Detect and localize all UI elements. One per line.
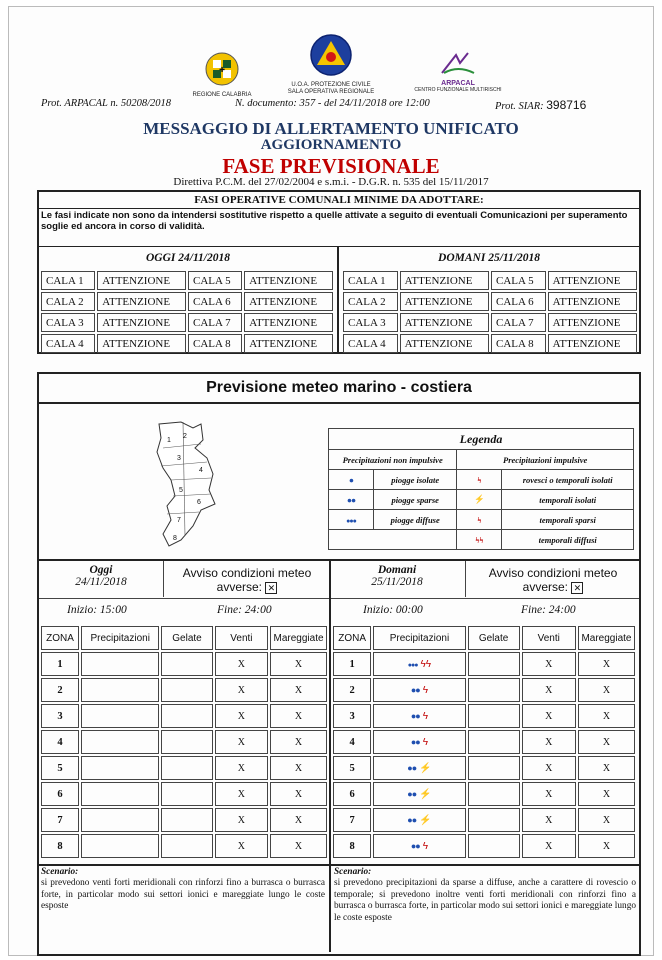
precipitazioni-cell: [81, 808, 159, 832]
cala-phase-cell: ATTENZIONE: [244, 292, 333, 311]
oggi-heading: [39, 564, 163, 588]
fasi-note: Le fasi indicate non sono da intendersi sostitutive rispetto a quelle attivate a seguito di eventuali Comunicazioni per superamento soglie ed ancora in corso di validità.: [41, 210, 628, 232]
title-line1: MESSAGGIO DI ALLERTAMENTO UNIFICATO: [143, 119, 519, 138]
map-zone-label-8: 8: [173, 535, 177, 542]
oggi-label: Oggi: [89, 564, 113, 576]
cala-phase-cell: ATTENZIONE: [244, 271, 333, 290]
fasi-rule: [39, 246, 639, 247]
oggi-heading-rule: [39, 598, 329, 599]
documento-number: N. documento: 357 - del 24/11/2018 ore 12:00: [235, 98, 430, 109]
oggi-row: [41, 292, 333, 311]
precipitazioni-cell: [81, 652, 159, 676]
calabria-zones-map: [141, 418, 251, 550]
legenda-piogge-diffuse: piogge diffuse: [374, 510, 457, 530]
cala-phase-cell: ATTENZIONE: [97, 334, 186, 353]
gelate-cell: [161, 834, 212, 858]
precipitazioni-cell: [373, 834, 465, 858]
gelate-cell: [161, 782, 212, 806]
venti-cell: X: [215, 808, 268, 832]
mareggiate-cell: X: [270, 730, 327, 754]
zone-number: 3: [41, 704, 79, 728]
meteo-horizontal-divider: [39, 559, 639, 561]
gelate-cell: [161, 756, 212, 780]
venti-cell: X: [522, 704, 576, 728]
uoa-label-line1: U.O.A. PROTEZIONE CIVILE: [291, 82, 371, 88]
temporali-diffusi-symbol-icon: ϟϟ: [457, 530, 502, 550]
oggi-title: OGGI 24/11/2018: [145, 252, 231, 264]
cala-name-cell: CALA 8: [491, 334, 546, 353]
zone-row: [41, 808, 327, 832]
temporali-sparsi-icon: ϟ: [422, 736, 429, 748]
zone-row: [333, 834, 635, 858]
domani-zone-table: [331, 624, 637, 860]
zone-row: [333, 756, 635, 780]
gelate-cell: [468, 756, 520, 780]
cala-phase-cell: ATTENZIONE: [400, 271, 489, 290]
map-zone-label-5: 5: [179, 487, 183, 494]
meteo-header: Previsione meteo marino - costiera: [39, 374, 639, 404]
domani-row: [343, 292, 637, 311]
domani-heading-rule: [331, 598, 639, 599]
temporali-isolati-icon: ⚡: [419, 788, 432, 800]
domani-title: DOMANI 25/11/2018: [438, 252, 540, 264]
arpacal-sub-label: CENTRO FUNZIONALE MULTIRISCHI: [414, 87, 502, 93]
prot-siar-label: Prot. SIAR:: [495, 101, 544, 112]
venti-cell: X: [215, 834, 268, 858]
cala-phase-cell: ATTENZIONE: [244, 313, 333, 332]
oggi-row: [41, 313, 333, 332]
cala-name-cell: CALA 7: [188, 313, 242, 332]
venti-cell: X: [215, 652, 268, 676]
precipitazioni-cell: [81, 704, 159, 728]
svg-text:✚: ✚: [219, 67, 225, 74]
oggi-avviso-text: Avviso condizioni meteo avverse:: [182, 566, 312, 594]
oggi-row: [41, 271, 333, 290]
domani-heading: [331, 564, 463, 588]
cala-name-cell: CALA 2: [41, 292, 95, 311]
scenario-oggi-text: si prevedono venti forti meridionali con rinforzi fino a burrasca o burrasca forte, in particolar modo sui settori ionici e mareggiate lungo le coste esposte: [41, 878, 325, 912]
venti-cell: X: [215, 704, 268, 728]
column-header: Gelate: [468, 626, 520, 650]
domani-avviso-text: Avviso condizioni meteo avverse:: [488, 566, 618, 594]
cala-name-cell: CALA 3: [41, 313, 95, 332]
venti-cell: X: [522, 678, 576, 702]
mareggiate-cell: X: [270, 652, 327, 676]
domani-label: Domani: [377, 564, 417, 576]
precipitazioni-cell: [373, 730, 465, 754]
piogge-sparse-icon: ●●: [410, 736, 420, 747]
piogge-diffuse-icon: ●●●: [407, 661, 418, 669]
zone-number: 8: [41, 834, 79, 858]
precipitazioni-cell: [81, 756, 159, 780]
precipitazioni-cell: [81, 834, 159, 858]
venti-cell: X: [522, 782, 576, 806]
oggi-cala-table: [39, 269, 335, 355]
legenda-col-impulsive: Precipitazioni impulsive: [457, 450, 634, 470]
scenario-rule: [39, 864, 639, 866]
cala-name-cell: CALA 6: [491, 292, 546, 311]
mareggiate-cell: X: [578, 704, 635, 728]
zone-number: 4: [333, 730, 371, 754]
cala-name-cell: CALA 8: [188, 334, 242, 353]
venti-cell: X: [522, 756, 576, 780]
cala-phase-cell: ATTENZIONE: [400, 292, 489, 311]
temporali-sparsi-symbol-icon: ϟ: [457, 510, 502, 530]
piogge-sparse-icon: ●●: [410, 710, 420, 721]
venti-cell: X: [522, 834, 576, 858]
map-zone-label-4: 4: [199, 467, 203, 474]
cala-phase-cell: ATTENZIONE: [400, 313, 489, 332]
oggi-inizio: Inizio: 15:00: [67, 604, 127, 616]
piogge-sparse-icon: ●●: [410, 840, 420, 851]
gelate-cell: [468, 678, 520, 702]
piogge-sparse-symbol-icon: ●●: [329, 490, 374, 510]
zone-number: 7: [41, 808, 79, 832]
arpacal-logo: [413, 51, 503, 94]
column-header: Venti: [522, 626, 576, 650]
cala-name-cell: CALA 3: [343, 313, 398, 332]
domani-avviso-checkbox: ✕: [571, 582, 583, 594]
gelate-cell: [161, 808, 212, 832]
venti-cell: X: [215, 730, 268, 754]
gelate-cell: [161, 678, 212, 702]
title-line3: FASE PREVISIONALE: [222, 154, 440, 178]
zone-row: [41, 782, 327, 806]
gelate-cell: [468, 652, 520, 676]
venti-cell: X: [215, 756, 268, 780]
map-zone-label-1: 1: [167, 437, 171, 444]
cala-phase-cell: ATTENZIONE: [244, 334, 333, 353]
precipitazioni-cell: [373, 652, 465, 676]
zone-number: 6: [41, 782, 79, 806]
domani-fine: Fine: 24:00: [521, 604, 576, 616]
temporali-sparsi-icon: ϟ: [422, 710, 429, 722]
map-zone-label-6: 6: [197, 499, 201, 506]
column-header: Venti: [215, 626, 268, 650]
column-header: ZONA: [333, 626, 371, 650]
domani-heading-divider: [465, 561, 466, 597]
mareggiate-cell: X: [270, 782, 327, 806]
zone-number: 8: [333, 834, 371, 858]
cala-phase-cell: ATTENZIONE: [97, 271, 186, 290]
column-header: ZONA: [41, 626, 79, 650]
zone-number: 3: [333, 704, 371, 728]
map-zone-label-2: 2: [183, 433, 187, 440]
scenario-domani-label: Scenario: [334, 867, 369, 877]
piogge-sparse-icon: ●●: [407, 762, 417, 773]
zone-number: 6: [333, 782, 371, 806]
cala-name-cell: CALA 5: [188, 271, 242, 290]
venti-cell: X: [215, 678, 268, 702]
scenario-oggi-label: Scenario: [41, 867, 76, 877]
cala-name-cell: CALA 1: [343, 271, 398, 290]
fasi-header: FASI OPERATIVE COMUNALI MINIME DA ADOTTARE:: [39, 192, 639, 209]
arpacal-label: ARPACAL: [441, 80, 475, 87]
cala-phase-cell: ATTENZIONE: [97, 292, 186, 311]
piogge-sparse-icon: ●●: [407, 788, 417, 799]
piogge-diffuse-symbol-icon: ●●●: [329, 510, 374, 530]
domani-row: [343, 313, 637, 332]
mareggiate-cell: X: [270, 678, 327, 702]
zone-table-header: [333, 626, 635, 650]
meteo-marino-box: [37, 372, 641, 956]
mareggiate-cell: X: [578, 808, 635, 832]
precipitazioni-cell: [373, 808, 465, 832]
column-header: Gelate: [161, 626, 212, 650]
temporali-isolati-icon: ⚡: [419, 762, 432, 774]
mareggiate-cell: X: [270, 756, 327, 780]
mareggiate-cell: X: [578, 730, 635, 754]
gelate-cell: [468, 730, 520, 754]
venti-cell: X: [522, 730, 576, 754]
zone-row: [333, 782, 635, 806]
zone-number: 7: [333, 808, 371, 832]
precipitazioni-cell: [81, 678, 159, 702]
title-line2: AGGIORNAMENTO: [260, 137, 402, 153]
precipitazioni-cell: [373, 782, 465, 806]
gelate-cell: [468, 704, 520, 728]
domani-row: [343, 334, 637, 353]
prot-siar-value: 398716: [546, 98, 587, 112]
zone-row: [41, 730, 327, 754]
gelate-cell: [468, 834, 520, 858]
precipitazioni-cell: [373, 756, 465, 780]
mareggiate-cell: X: [578, 782, 635, 806]
cala-name-cell: CALA 6: [188, 292, 242, 311]
map-zone-label-3: 3: [177, 455, 181, 462]
zone-row: [333, 704, 635, 728]
mareggiate-cell: X: [578, 756, 635, 780]
zone-number: 1: [41, 652, 79, 676]
oggi-zone-table: [39, 624, 329, 860]
legenda-col-non-impulsive: Precipitazioni non impulsive: [329, 450, 457, 470]
scenario-domani: Scenario: si prevedono precipitazioni da sparse a diffuse, anche a carattere di rovescio o temporale; si prevedono inoltre venti forti meridionali con rinforzi fino a burrasca o burrasca forte, in particolar modo sui settori ionici e mareggiate lungo le coste esposte: [334, 867, 636, 923]
precipitazioni-cell: [81, 782, 159, 806]
zone-table-header: [41, 626, 327, 650]
legenda-piogge-sparse: piogge sparse: [374, 490, 457, 510]
mareggiate-cell: X: [578, 834, 635, 858]
venti-cell: X: [215, 782, 268, 806]
protezione-civile-emblem-icon: [309, 33, 353, 77]
zone-row: [333, 678, 635, 702]
prot-siar: [495, 98, 586, 112]
cala-name-cell: CALA 4: [343, 334, 398, 353]
scenario-domani-text: si prevedono precipitazioni da sparse a diffuse, anche a carattere di rovescio o temporale; si prevedono inoltre venti forti meridionali con rinforzi fino a burrasca o burrasca forte, in particolar modo sui settori ionici e mareggiate lungo le coste esposte: [334, 878, 636, 923]
zone-row: [41, 652, 327, 676]
cala-phase-cell: ATTENZIONE: [97, 313, 186, 332]
document-page: [8, 6, 654, 956]
domani-cala-table: [341, 269, 639, 355]
legenda-rovesci-isolati: rovesci o temporali isolati: [502, 470, 634, 490]
rovesci-isolati-symbol-icon: ϟ: [457, 470, 502, 490]
mareggiate-cell: X: [578, 678, 635, 702]
legenda-title: Legenda: [329, 429, 634, 450]
piogge-isolate-symbol-icon: ●: [329, 470, 374, 490]
zone-number: 1: [333, 652, 371, 676]
cala-phase-cell: ATTENZIONE: [548, 334, 637, 353]
legenda-empty-cell: [329, 530, 457, 550]
gelate-cell: [468, 782, 520, 806]
cala-phase-cell: ATTENZIONE: [548, 271, 637, 290]
zone-number: 5: [333, 756, 371, 780]
oggi-fine: Fine: 24:00: [217, 604, 272, 616]
zone-number: 4: [41, 730, 79, 754]
zone-row: [333, 808, 635, 832]
piogge-sparse-icon: ●●: [410, 684, 420, 695]
zone-number: 5: [41, 756, 79, 780]
temporali-sparsi-icon: ϟ: [422, 840, 429, 852]
prot-arpacal: Prot. ARPACAL n. 50208/2018: [41, 98, 171, 109]
domani-date: 25/11/2018: [371, 576, 423, 588]
zone-row: [41, 756, 327, 780]
oggi-row: [41, 334, 333, 353]
oggi-date: 24/11/2018: [75, 576, 127, 588]
temporali-sparsi-icon: ϟ: [422, 684, 429, 696]
oggi-heading-divider: [163, 561, 164, 597]
column-header: Mareggiate: [578, 626, 635, 650]
zone-row: [333, 730, 635, 754]
cala-name-cell: CALA 2: [343, 292, 398, 311]
venti-cell: X: [522, 808, 576, 832]
domani-avviso: [471, 566, 635, 594]
legenda-temporali-sparsi: temporali sparsi: [502, 510, 634, 530]
mareggiate-cell: X: [270, 704, 327, 728]
precipitazioni-cell: [373, 704, 465, 728]
cala-name-cell: CALA 4: [41, 334, 95, 353]
zone-row: [41, 678, 327, 702]
venti-cell: X: [522, 652, 576, 676]
piogge-sparse-icon: ●●: [407, 814, 417, 825]
arpacal-emblem-icon: [438, 51, 478, 75]
mareggiate-cell: X: [270, 834, 327, 858]
domani-inizio: Inizio: 00:00: [363, 604, 423, 616]
cala-phase-cell: ATTENZIONE: [548, 313, 637, 332]
zone-number: 2: [333, 678, 371, 702]
cala-phase-cell: ATTENZIONE: [400, 334, 489, 353]
gelate-cell: [161, 652, 212, 676]
gelate-cell: [468, 808, 520, 832]
temporali-isolati-symbol-icon: ⚡: [457, 490, 502, 510]
cala-name-cell: CALA 1: [41, 271, 95, 290]
zone-row: [41, 834, 327, 858]
column-header: Precipitazioni: [81, 626, 159, 650]
precipitazioni-cell: [81, 730, 159, 754]
column-header: Precipitazioni: [373, 626, 465, 650]
precipitazioni-cell: [373, 678, 465, 702]
temporali-diffusi-icon: ϟϟ: [420, 658, 432, 670]
fasi-operative-box: [37, 190, 641, 354]
legenda-piogge-isolate: piogge isolate: [374, 470, 457, 490]
regione-calabria-logo: [187, 51, 257, 99]
column-header: Mareggiate: [270, 626, 327, 650]
temporali-isolati-icon: ⚡: [419, 814, 432, 826]
gelate-cell: [161, 704, 212, 728]
gelate-cell: [161, 730, 212, 754]
oggi-avviso-checkbox: ✕: [265, 582, 277, 594]
zone-row: [333, 652, 635, 676]
directive-reference: Direttiva P.C.M. del 27/02/2004 e s.m.i. - D.G.R. n. 535 del 15/11/2017: [173, 176, 489, 188]
domani-row: [343, 271, 637, 290]
scenario-oggi: Scenario: si prevedono venti forti meridionali con rinforzi fino a burrasca o burrasca forte, in particolar modo sui settori ionici e mareggiate lungo le coste esposte: [41, 867, 325, 912]
mareggiate-cell: X: [270, 808, 327, 832]
map-zone-label-7: 7: [177, 517, 181, 524]
header-logos: [9, 7, 653, 99]
uoa-label-line2: SALA OPERATIVA REGIONALE: [287, 89, 375, 95]
oggi-avviso: [167, 566, 327, 594]
legenda-temporali-isolati: temporali isolati: [502, 490, 634, 510]
legenda-temporali-diffusi: temporali diffusi: [502, 530, 634, 550]
zone-row: [41, 704, 327, 728]
regione-calabria-emblem-icon: [204, 51, 240, 87]
cala-name-cell: CALA 5: [491, 271, 546, 290]
legenda-table: [328, 428, 634, 550]
regione-calabria-label: REGIONE CALABRIA: [192, 92, 252, 98]
mareggiate-cell: X: [578, 652, 635, 676]
zone-number: 2: [41, 678, 79, 702]
cala-phase-cell: ATTENZIONE: [548, 292, 637, 311]
cala-name-cell: CALA 7: [491, 313, 546, 332]
protezione-civile-logo: [281, 33, 381, 96]
